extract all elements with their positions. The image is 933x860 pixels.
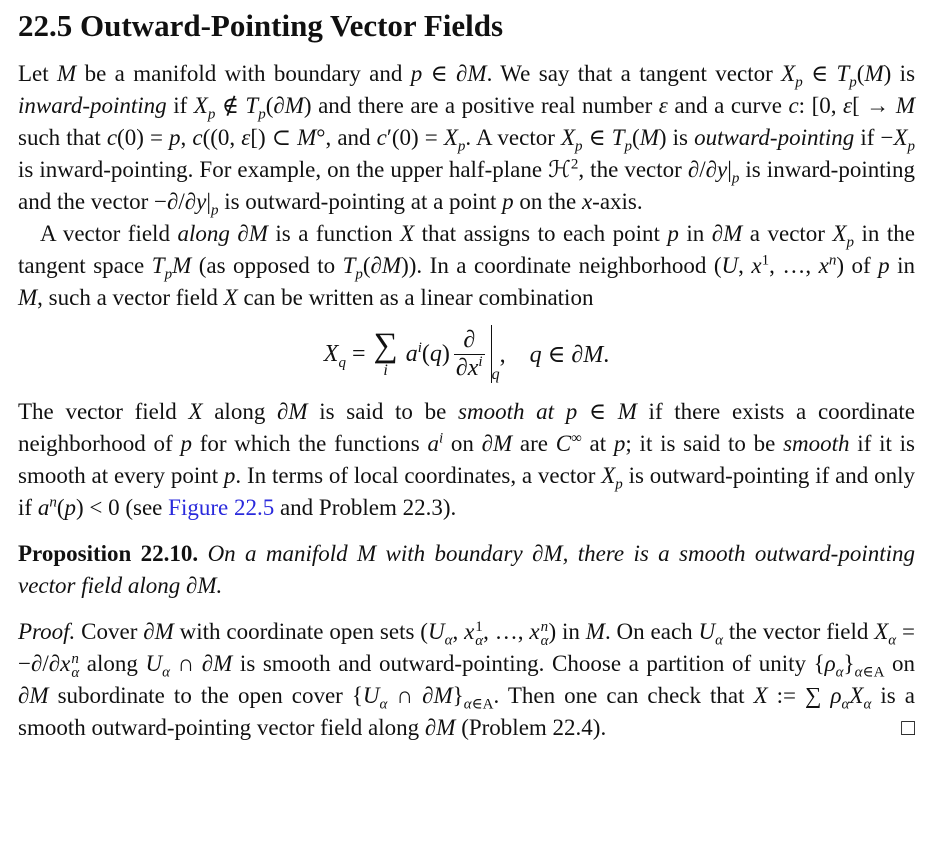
- section-heading: 22.5 Outward-Pointing Vector Fields: [18, 8, 504, 43]
- proposition: Proposition 22.10. On a manifold M with boundary ∂M, there is a smooth outward-pointing vector field along ∂M.: [18, 541, 915, 598]
- proposition-label: Proposition 22.10.: [18, 541, 199, 566]
- display-equation: $X_q$ = ∑ i $a^i(q)$ $\frac{\partial}{\partial x^i}$ q , q ∈ ∂M.: [323, 327, 610, 383]
- paragraph-1: Let M be a manifold with boundary and p ∈ ∂M. We say that a tangent vector $X_p$ ∈ $T_p(M)$ is inward-pointing if $X_p$ ∉ $T_p(\partial M)$ and there are a positive real number ε and a curve c: [0, ε[ → M such that c(0) = p, c((0, ε[) ⊂ M°, and $c'(0) = X_p$. A vector $X_p$ ∈ $T_p(M)$ is outward-pointing if $-X_p$ is inward-pointing. For example, on the upper half-plane ℋ$^2$, the vector $\partial/\partial y|_p$ is inward-pointing and the vector $-\partial/\partial y|_p$ is outward-pointing at a point p on the x-axis.: [18, 61, 916, 219]
- figure-link[interactable]: Figure 22.5: [168, 495, 275, 520]
- proof-label: Proof.: [18, 619, 76, 644]
- paragraph-2: A vector field along ∂M is a function X that assigns to each point p in ∂M a vector $X_p$ in the tangent space $T_pM$ (as opposed to $T_p(\partial M)$). In a coordinate neighborhood (U, $x^1$, …, $x^n$) of p in M, such a vector field X can be written as a linear combination: [18, 221, 916, 310]
- qed-symbol: □: [901, 715, 915, 740]
- paragraph-3: The vector field X along ∂M is said to be smooth at p ∈ M if there exists a coordinate neighborhood of p for which the functions $a^i$ on ∂M are C∞ at p; it is said to be smooth if it is smooth at every point p. In terms of local coordinates, a vector $X_p$ is outward-pointing if and only if $a^n(p) < 0$ (see Figure 22.5 and Problem 22.3).: [18, 399, 916, 520]
- proof: Proof. Cover ∂M with coordinate open sets ($U_\alpha$, x 1 α , …, x n α ) in M. On each $U_\alpha$ the vector field $X_\alpha = -\partial/\partial x$ n α along $U_\alpha$ ∩ ∂M is smooth and outward-pointing. Choose a partition of unity $\{\rho_\alpha\}_{\alpha\in A}$ on ∂M subordinate to the open cover {$U_\alpha$ ∩ $\partial M\}_{\alpha\in A}$. Then one can check that X := ∑ $\rho_\alpha X_\alpha$ is a smooth outward-pointing vector field along ∂M (Problem 22.4). □: [18, 616, 915, 744]
